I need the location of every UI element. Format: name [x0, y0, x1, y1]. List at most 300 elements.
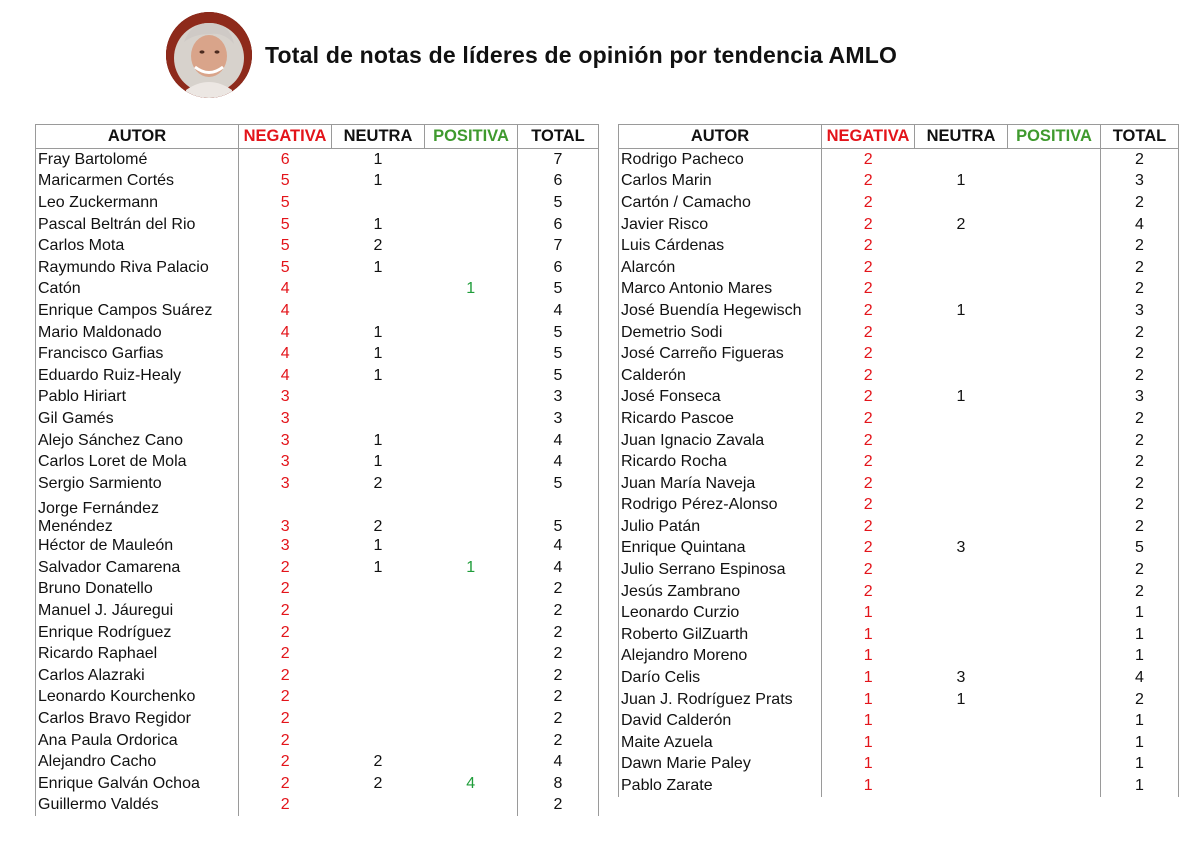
neutra-cell	[332, 387, 425, 409]
positiva-cell	[425, 171, 518, 193]
negativa-cell: 2	[863, 431, 873, 449]
positiva-cell	[1008, 710, 1101, 732]
neutra-cell: 1	[373, 431, 383, 449]
total-cell: 2	[1101, 430, 1179, 452]
author-cell: Rodrigo Pérez-Alonso	[619, 495, 822, 517]
table-row	[619, 430, 1179, 452]
author-cell: Héctor de Mauleón	[36, 536, 239, 558]
table-row	[36, 495, 599, 536]
negativa-cell: 2	[863, 345, 873, 363]
table-row	[619, 495, 1179, 517]
table-row	[36, 235, 599, 257]
table-row	[36, 430, 599, 452]
negativa-cell: 2	[280, 688, 290, 706]
page-title: Total de notas de líderes de opinión por tendencia AMLO	[265, 42, 898, 68]
negativa-cell: 1	[863, 604, 873, 622]
total-cell: 2	[518, 600, 599, 622]
negativa-cell: 2	[280, 623, 290, 641]
table-row	[619, 365, 1179, 387]
positiva-cell	[425, 300, 518, 322]
total-cell: 5	[518, 365, 599, 387]
negativa-cell: 2	[863, 150, 873, 168]
author-cell: Leo Zuckermann	[36, 192, 239, 214]
table-row	[36, 279, 599, 301]
table-row	[619, 408, 1179, 430]
total-cell: 2	[1101, 581, 1179, 603]
positiva-cell	[1008, 495, 1101, 517]
positiva-cell	[425, 795, 518, 817]
table-row	[36, 795, 599, 817]
column-header-positiva: POSITIVA	[425, 125, 518, 149]
neutra-cell	[915, 192, 1008, 214]
neutra-cell: 3	[956, 669, 966, 687]
neutra-cell	[915, 754, 1008, 776]
table-row	[619, 171, 1179, 193]
author-cell: Raymundo Riva Palacio	[36, 257, 239, 279]
negativa-cell: 3	[280, 431, 290, 449]
negativa-cell: 2	[280, 558, 290, 576]
neutra-cell	[915, 602, 1008, 624]
neutra-cell: 2	[956, 215, 966, 233]
total-cell: 1	[1101, 710, 1179, 732]
author-cell: Enrique Rodríguez	[36, 622, 239, 644]
neutra-cell: 1	[373, 537, 383, 555]
total-cell: 4	[518, 430, 599, 452]
positiva-cell	[425, 665, 518, 687]
positiva-cell	[1008, 343, 1101, 365]
neutra-cell	[915, 581, 1008, 603]
total-cell: 1	[1101, 624, 1179, 646]
neutra-cell	[915, 775, 1008, 797]
negativa-cell: 2	[280, 796, 290, 814]
positiva-cell: 4	[425, 773, 518, 795]
total-cell: 2	[1101, 257, 1179, 279]
table-row	[36, 708, 599, 730]
negativa-cell: 2	[863, 582, 873, 600]
total-cell: 2	[1101, 473, 1179, 495]
author-cell: Carlos Mota	[36, 235, 239, 257]
table-row	[36, 687, 599, 709]
negativa-cell: 2	[863, 561, 873, 579]
table-row	[619, 732, 1179, 754]
author-cell: José Buendía Hegewisch	[619, 300, 822, 322]
positiva-cell	[1008, 473, 1101, 495]
positiva-cell	[1008, 538, 1101, 560]
neutra-cell	[332, 579, 425, 601]
positiva-cell	[1008, 646, 1101, 668]
author-cell: Javier Risco	[619, 214, 822, 236]
neutra-cell: 1	[956, 690, 966, 708]
author-cell: Enrique Galván Ochoa	[36, 773, 239, 795]
neutra-cell	[915, 149, 1008, 171]
author-cell: Ricardo Raphael	[36, 643, 239, 665]
table-row	[36, 214, 599, 236]
positiva-cell	[425, 408, 518, 430]
neutra-cell: 2	[373, 774, 383, 792]
table-row	[619, 602, 1179, 624]
neutra-cell	[915, 516, 1008, 538]
negativa-cell: 2	[863, 172, 873, 190]
table-row	[619, 775, 1179, 797]
neutra-cell	[915, 451, 1008, 473]
negativa-cell: 2	[280, 580, 290, 598]
author-cell: Ricardo Rocha	[619, 451, 822, 473]
neutra-cell	[915, 257, 1008, 279]
author-cell	[36, 495, 239, 536]
author-cell: Ricardo Pascoe	[619, 408, 822, 430]
table-row	[36, 600, 599, 622]
positiva-cell	[425, 473, 518, 495]
neutra-cell: 1	[373, 323, 383, 341]
positiva-cell	[1008, 214, 1101, 236]
positiva-cell	[1008, 257, 1101, 279]
negativa-cell: 5	[280, 172, 290, 190]
positiva-cell	[1008, 387, 1101, 409]
author-cell: Leonardo Curzio	[619, 602, 822, 624]
negativa-cell: 2	[863, 323, 873, 341]
negativa-cell: 5	[280, 215, 290, 233]
table-row	[36, 365, 599, 387]
author-cell: Maricarmen Cortés	[36, 171, 239, 193]
author-cell: José Carreño Figueras	[619, 343, 822, 365]
total-cell: 4	[1101, 214, 1179, 236]
total-cell: 1	[1101, 775, 1179, 797]
table-row	[619, 516, 1179, 538]
neutra-cell	[915, 624, 1008, 646]
positiva-cell	[1008, 624, 1101, 646]
negativa-cell: 2	[863, 237, 873, 255]
total-cell: 2	[518, 579, 599, 601]
negativa-cell: 3	[280, 517, 290, 535]
author-cell: Fray Bartolomé	[36, 149, 239, 171]
positiva-cell	[1008, 602, 1101, 624]
author-cell: Alejandro Cacho	[36, 751, 239, 773]
author-cell: Jesús Zambrano	[619, 581, 822, 603]
total-cell: 1	[1101, 732, 1179, 754]
negativa-cell: 2	[280, 645, 290, 663]
negativa-cell: 2	[863, 539, 873, 557]
author-cell: Rodrigo Pacheco	[619, 149, 822, 171]
author-name-line2: Menéndez	[38, 517, 113, 535]
table-row	[619, 149, 1179, 171]
positiva-cell	[1008, 365, 1101, 387]
table-row	[36, 322, 599, 344]
positiva-cell	[425, 149, 518, 171]
table-row	[36, 343, 599, 365]
total-cell: 3	[1101, 171, 1179, 193]
table-row	[619, 667, 1179, 689]
column-header-negativa: NEGATIVA	[822, 125, 915, 149]
total-cell: 2	[1101, 235, 1179, 257]
total-cell: 4	[518, 451, 599, 473]
negativa-cell: 5	[280, 193, 290, 211]
negativa-cell: 1	[863, 733, 873, 751]
positiva-cell: 1	[425, 557, 518, 579]
table-row	[36, 171, 599, 193]
positiva-cell	[425, 365, 518, 387]
negativa-cell: 4	[280, 323, 290, 341]
header-row	[36, 125, 599, 149]
author-cell: Ana Paula Ordorica	[36, 730, 239, 752]
total-cell: 4	[1101, 667, 1179, 689]
neutra-cell: 1	[373, 345, 383, 363]
table-row	[619, 538, 1179, 560]
table-row	[619, 235, 1179, 257]
total-cell: 3	[518, 387, 599, 409]
total-cell: 3	[1101, 387, 1179, 409]
table-row	[619, 257, 1179, 279]
negativa-cell: 1	[863, 690, 873, 708]
negativa-cell: 3	[280, 453, 290, 471]
negativa-cell: 1	[863, 669, 873, 687]
negativa-cell: 2	[863, 215, 873, 233]
neutra-cell	[915, 279, 1008, 301]
positiva-cell	[425, 430, 518, 452]
table-row	[36, 773, 599, 795]
author-name-line1: Jorge Fernández	[38, 499, 159, 517]
table-row	[619, 387, 1179, 409]
negativa-cell: 1	[863, 625, 873, 643]
positiva-cell	[1008, 732, 1101, 754]
table-row	[36, 192, 599, 214]
negativa-cell: 2	[863, 474, 873, 492]
neutra-cell	[332, 279, 425, 301]
table-row	[36, 730, 599, 752]
neutra-cell: 1	[956, 301, 966, 319]
neutra-cell	[915, 495, 1008, 517]
table-row	[36, 149, 599, 171]
table-row	[36, 643, 599, 665]
neutra-cell: 1	[373, 558, 383, 576]
positiva-cell	[1008, 149, 1101, 171]
author-cell: Francisco Garfias	[36, 343, 239, 365]
table-row	[36, 579, 599, 601]
total-cell: 8	[518, 773, 599, 795]
positiva-cell	[425, 322, 518, 344]
negativa-cell: 2	[280, 602, 290, 620]
positiva-cell	[1008, 322, 1101, 344]
negativa-cell: 3	[280, 537, 290, 555]
neutra-cell	[332, 730, 425, 752]
total-cell: 4	[518, 557, 599, 579]
neutra-cell	[915, 235, 1008, 257]
author-cell: Manuel J. Jáuregui	[36, 600, 239, 622]
author-cell: Demetrio Sodi	[619, 322, 822, 344]
total-cell: 2	[518, 665, 599, 687]
author-cell: Enrique Quintana	[619, 538, 822, 560]
author-cell: Dawn Marie Paley	[619, 754, 822, 776]
author-cell: Gil Gamés	[36, 408, 239, 430]
positiva-cell	[1008, 430, 1101, 452]
negativa-cell: 2	[280, 731, 290, 749]
table-row	[36, 408, 599, 430]
author-cell: Julio Serrano Espinosa	[619, 559, 822, 581]
positiva-cell	[425, 622, 518, 644]
author-cell: David Calderón	[619, 710, 822, 732]
author-cell: Maite Azuela	[619, 732, 822, 754]
negativa-cell: 1	[863, 712, 873, 730]
author-cell: Alejandro Moreno	[619, 646, 822, 668]
total-cell: 2	[1101, 559, 1179, 581]
total-cell: 2	[518, 708, 599, 730]
total-cell: 2	[518, 687, 599, 709]
author-cell: Salvador Camarena	[36, 557, 239, 579]
positiva-cell	[425, 687, 518, 709]
table-row	[619, 343, 1179, 365]
total-cell: 7	[518, 235, 599, 257]
total-cell: 6	[518, 257, 599, 279]
neutra-cell	[332, 192, 425, 214]
column-header-autor: AUTOR	[619, 125, 822, 149]
positiva-cell	[1008, 754, 1101, 776]
total-cell: 2	[1101, 279, 1179, 301]
total-cell: 3	[1101, 300, 1179, 322]
total-cell: 2	[1101, 343, 1179, 365]
neutra-cell	[332, 622, 425, 644]
neutra-cell	[915, 408, 1008, 430]
neutra-cell	[915, 559, 1008, 581]
neutra-cell: 3	[956, 539, 966, 557]
author-cell: Luis Cárdenas	[619, 235, 822, 257]
table-row	[36, 751, 599, 773]
neutra-cell: 1	[373, 258, 383, 276]
total-cell: 2	[1101, 689, 1179, 711]
neutra-cell: 2	[373, 237, 383, 255]
negativa-cell: 1	[863, 647, 873, 665]
table-row	[36, 473, 599, 495]
author-cell: Alejo Sánchez Cano	[36, 430, 239, 452]
neutra-cell: 2	[373, 474, 383, 492]
positiva-cell	[1008, 235, 1101, 257]
negativa-cell: 2	[863, 496, 873, 514]
table-row	[619, 754, 1179, 776]
author-cell: Cartón / Camacho	[619, 192, 822, 214]
total-cell: 2	[1101, 365, 1179, 387]
table-row	[619, 646, 1179, 668]
negativa-cell: 4	[280, 366, 290, 384]
author-cell: Juan Ignacio Zavala	[619, 430, 822, 452]
table-row	[619, 559, 1179, 581]
neutra-cell: 1	[956, 172, 966, 190]
total-cell: 5	[518, 495, 599, 536]
positiva-cell	[425, 192, 518, 214]
negativa-cell: 2	[863, 409, 873, 427]
neutra-cell	[332, 300, 425, 322]
negativa-cell: 5	[280, 237, 290, 255]
total-cell: 4	[518, 536, 599, 558]
author-cell: Darío Celis	[619, 667, 822, 689]
table-row	[619, 689, 1179, 711]
total-cell: 4	[518, 751, 599, 773]
neutra-cell	[332, 643, 425, 665]
author-cell: Juan María Naveja	[619, 473, 822, 495]
left-table	[35, 124, 599, 816]
total-cell: 5	[518, 343, 599, 365]
table-row	[619, 581, 1179, 603]
author-cell: Guillermo Valdés	[36, 795, 239, 817]
table-row	[36, 300, 599, 322]
neutra-cell: 1	[373, 150, 383, 168]
author-cell: Carlos Alazraki	[36, 665, 239, 687]
neutra-cell: 2	[373, 517, 383, 535]
total-cell: 2	[1101, 495, 1179, 517]
positiva-cell	[425, 579, 518, 601]
positiva-cell	[425, 214, 518, 236]
header-row	[619, 125, 1179, 149]
neutra-cell	[332, 600, 425, 622]
table-row	[619, 624, 1179, 646]
table-row	[619, 214, 1179, 236]
negativa-cell: 6	[280, 150, 290, 168]
neutra-cell: 1	[373, 453, 383, 471]
positiva-cell	[1008, 300, 1101, 322]
table-row	[619, 451, 1179, 473]
positiva-cell	[425, 387, 518, 409]
total-cell: 7	[518, 149, 599, 171]
total-cell: 2	[1101, 149, 1179, 171]
neutra-cell	[332, 795, 425, 817]
total-cell: 2	[1101, 516, 1179, 538]
positiva-cell	[425, 495, 518, 536]
author-cell: Catón	[36, 279, 239, 301]
author-cell: Enrique Campos Suárez	[36, 300, 239, 322]
positiva-cell	[425, 451, 518, 473]
author-cell: Alarcón	[619, 257, 822, 279]
positiva-cell	[1008, 516, 1101, 538]
positiva-cell	[1008, 451, 1101, 473]
neutra-cell: 1	[373, 172, 383, 190]
neutra-cell	[332, 408, 425, 430]
neutra-cell: 1	[373, 366, 383, 384]
column-header-negativa: NEGATIVA	[239, 125, 332, 149]
total-cell: 5	[518, 279, 599, 301]
table-row	[36, 257, 599, 279]
neutra-cell	[915, 710, 1008, 732]
total-cell: 5	[518, 473, 599, 495]
author-cell: Mario Maldonado	[36, 322, 239, 344]
column-header-positiva: POSITIVA	[1008, 125, 1101, 149]
positiva-cell	[1008, 171, 1101, 193]
negativa-cell: 2	[280, 710, 290, 728]
negativa-cell: 3	[280, 388, 290, 406]
table-row	[619, 322, 1179, 344]
table-row	[619, 710, 1179, 732]
positiva-cell	[425, 235, 518, 257]
neutra-cell	[915, 322, 1008, 344]
author-cell: Roberto GilZuarth	[619, 624, 822, 646]
positiva-cell	[1008, 279, 1101, 301]
neutra-cell: 2	[373, 753, 383, 771]
total-cell: 2	[518, 795, 599, 817]
positiva-cell	[425, 643, 518, 665]
column-header-total: TOTAL	[1101, 125, 1179, 149]
positiva-cell	[1008, 667, 1101, 689]
positiva-cell	[425, 600, 518, 622]
total-cell: 2	[1101, 192, 1179, 214]
author-cell: Julio Patán	[619, 516, 822, 538]
positiva-cell	[1008, 775, 1101, 797]
table-row	[619, 192, 1179, 214]
column-header-autor: AUTOR	[36, 125, 239, 149]
neutra-cell	[332, 687, 425, 709]
right-table	[618, 124, 1179, 797]
total-cell: 1	[1101, 602, 1179, 624]
total-cell: 5	[518, 192, 599, 214]
positiva-cell	[425, 257, 518, 279]
neutra-cell	[915, 365, 1008, 387]
author-cell: Leonardo Kourchenko	[36, 687, 239, 709]
negativa-cell: 5	[280, 258, 290, 276]
